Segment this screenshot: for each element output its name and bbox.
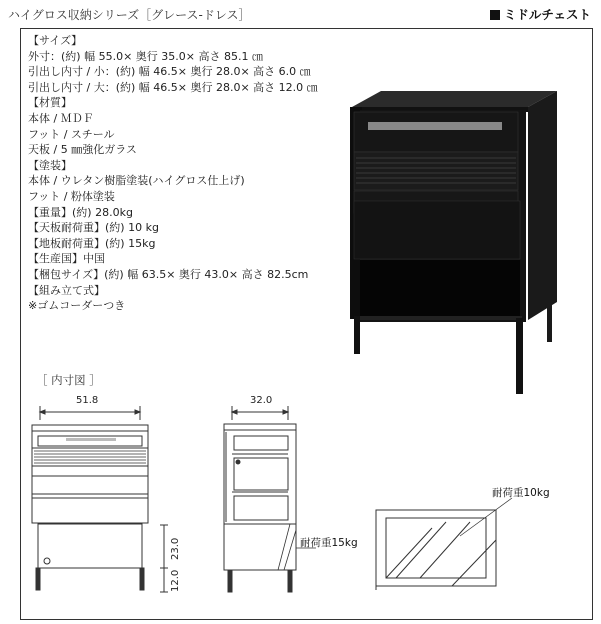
shelf-height-label: 23.0 <box>170 537 181 560</box>
spec-line: フット / スチール <box>28 127 115 141</box>
series-title: ハイグロス収納シリーズ［グレース-ドレス］ <box>8 8 251 22</box>
floor-load-label: 耐荷重15kg <box>300 537 358 549</box>
spec-line: ※ゴムコーダーつき <box>28 299 126 313</box>
side-elevation <box>224 406 296 592</box>
spec-line: 引出し内寸 / 大：(約) 幅 46.5× 奥行 28.0× 高さ 12.0 ㎝ <box>28 80 318 94</box>
drawer-handle <box>368 122 502 130</box>
height-dimension <box>160 525 168 592</box>
spec-line: 引出し内寸 / 小：(約) 幅 46.5× 奥行 28.0× 高さ 6.0 ㎝ <box>28 65 311 79</box>
front-elevation <box>32 406 148 590</box>
spec-line: 【サイズ】 <box>28 34 83 47</box>
front-width-label: 51.8 <box>76 395 99 406</box>
top-load-label: 耐荷重10kg <box>492 487 550 499</box>
spec-line: 【組み立て式】 <box>28 283 105 297</box>
spec-line: 【生産国】中国 <box>28 252 105 266</box>
spec-line: 本体 / ＭＤＦ <box>28 111 94 125</box>
spec-line: フット / 粉体塗装 <box>28 189 115 203</box>
spec-line: 本体 / ウレタン樹脂塗装(ハイグロス仕上げ) <box>28 174 245 188</box>
product-name-text: ミドルチェスト <box>503 7 591 22</box>
spec-line: 【重量】(約) 28.0kg <box>28 205 133 219</box>
spec-line: 【材質】 <box>28 96 72 110</box>
spec-line: 【天板耐荷重】(約) 10 kg <box>28 221 159 235</box>
spec-line: 【地板耐荷重】(約) 15kg <box>28 236 156 250</box>
side-depth-label: 32.0 <box>250 395 273 406</box>
spec-line: 【塗装】 <box>28 158 72 172</box>
spec-line: 天板 / 5 ㎜強化ガラス <box>28 143 137 157</box>
leg-height-label: 12.0 <box>170 569 181 592</box>
inner-dimension-label: ［ 内寸図 ］ <box>36 373 101 387</box>
product-photo <box>350 91 557 394</box>
spec-line: 外寸：(約) 幅 55.0× 奥行 35.0× 高さ 85.1 ㎝ <box>28 49 263 63</box>
spec-line: 【梱包サイズ】(約) 幅 63.5× 奥行 43.0× 高さ 82.5cm <box>28 267 309 281</box>
top-view <box>376 510 496 590</box>
